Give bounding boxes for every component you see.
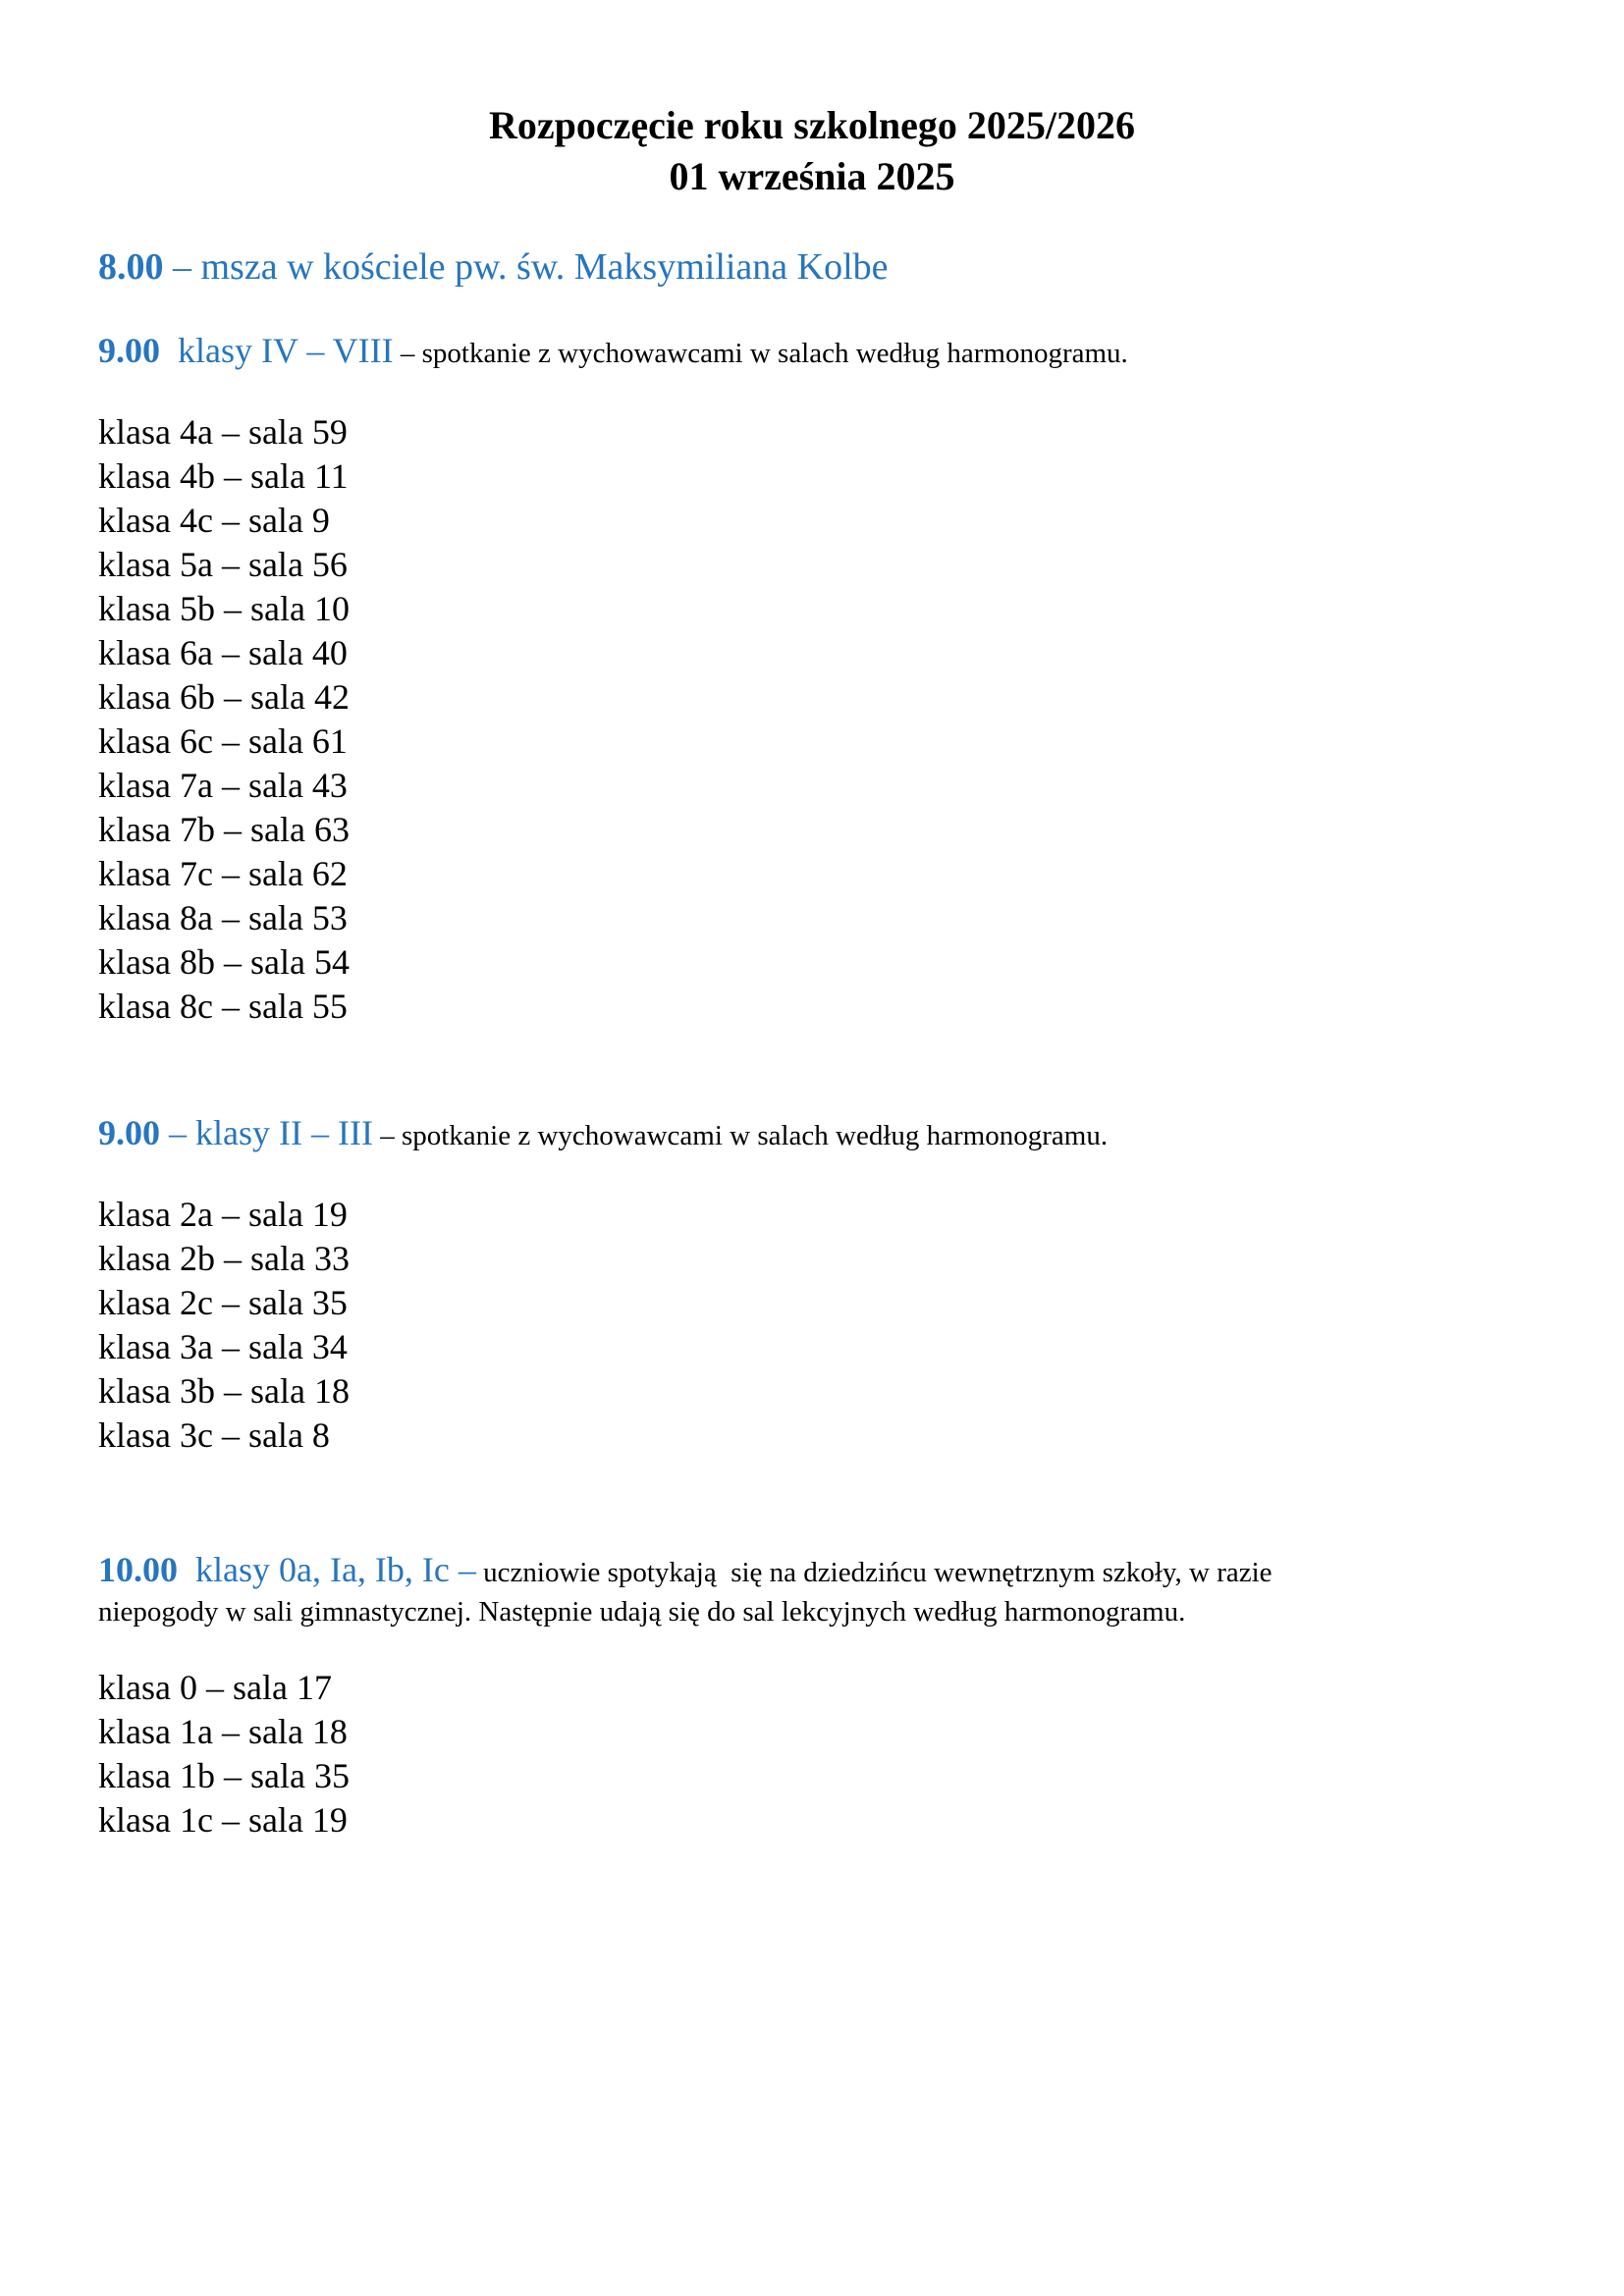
list-item: klasa 1c – sala 19 xyxy=(98,1800,348,1840)
list-item: klasa 4c – sala 9 xyxy=(98,501,330,540)
list-item: klasa 8a – sala 53 xyxy=(98,898,348,937)
list-item: klasa 4a – sala 59 xyxy=(98,412,348,452)
list-item: klasa 2c – sala 35 xyxy=(98,1283,348,1322)
grades-2-3-room-list xyxy=(98,1193,350,1458)
list-item: klasa 4b – sala 11 xyxy=(98,456,349,496)
grades-4-8-heading xyxy=(98,330,1128,374)
grades-0-1-time: 10.00 xyxy=(98,1550,178,1589)
list-item: klasa 7a – sala 43 xyxy=(98,766,348,805)
list-item: klasa 7b – sala 63 xyxy=(98,810,350,849)
list-item: klasa 5b – sala 10 xyxy=(98,589,350,628)
list-item: klasa 5a – sala 56 xyxy=(98,545,348,584)
list-item: klasa 3c – sala 8 xyxy=(98,1415,330,1455)
grades-4-8-time: 9.00 xyxy=(98,331,160,370)
list-item: klasa 8c – sala 55 xyxy=(98,987,348,1026)
document-title: Rozpoczęcie roku szkolnego 2025/2026 xyxy=(488,103,1136,147)
list-item: klasa 2a – sala 19 xyxy=(98,1195,348,1234)
list-item: klasa 2b – sala 33 xyxy=(98,1239,350,1278)
grades-2-3-classes: – klasy II – III xyxy=(160,1113,373,1152)
list-item: klasa 3a – sala 34 xyxy=(98,1327,348,1366)
list-item: klasa 6a – sala 40 xyxy=(98,633,348,672)
grades-0-1-heading xyxy=(98,1549,1492,1593)
grades-4-8-classes: klasy IV – VIII xyxy=(160,331,394,370)
list-item: klasa 1b – sala 35 xyxy=(98,1756,350,1795)
list-item: klasa 1a – sala 18 xyxy=(98,1712,348,1751)
list-item: klasa 7c – sala 62 xyxy=(98,854,348,893)
grades-0-1-description-line2: niepogody w sali gimnastycznej. Następnie udają się do sal lekcyjnych według harmonogramu. xyxy=(98,1596,1186,1628)
document-date: 01 września 2025 xyxy=(669,154,955,198)
grades-0-1-description-line1: uczniowie spotykają się na dziedzińcu wewnętrznym szkoły, w razie xyxy=(475,1557,1272,1588)
list-item: klasa 3b – sala 18 xyxy=(98,1371,350,1411)
grades-0-1-room-list xyxy=(98,1666,350,1842)
mass-text: – msza w kościele pw. św. Maksymiliana Kolbe xyxy=(163,246,889,288)
mass-time: 8.00 xyxy=(98,246,164,288)
grades-2-3-time: 9.00 xyxy=(98,1113,160,1152)
grades-0-1-classes: klasy 0a, Ia, Ib, Ic – xyxy=(178,1550,476,1589)
grades-2-3-heading xyxy=(98,1112,1108,1156)
mass-heading xyxy=(98,245,889,289)
grades-2-3-description: – spotkanie z wychowawcami w salach według harmonogramu. xyxy=(372,1120,1109,1151)
list-item: klasa 6c – sala 61 xyxy=(98,721,348,761)
grades-4-8-room-list xyxy=(98,410,350,1029)
list-item: klasa 8b – sala 54 xyxy=(98,942,350,982)
list-item: klasa 6b – sala 42 xyxy=(98,677,350,717)
list-item: klasa 0 – sala 17 xyxy=(98,1668,332,1707)
grades-4-8-description: – spotkanie z wychowawcami w salach według harmonogramu. xyxy=(393,338,1128,369)
